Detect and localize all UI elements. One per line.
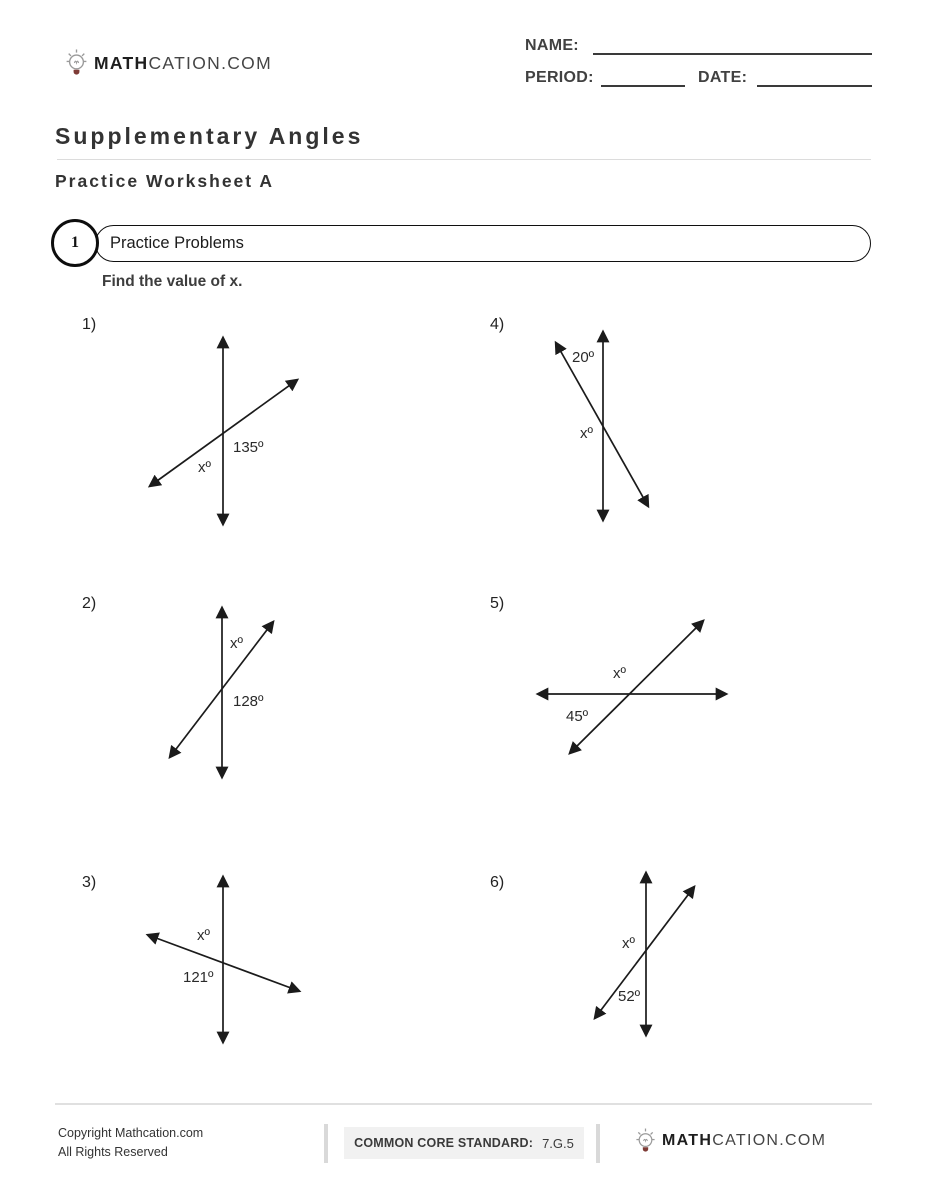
- problem-3-unknown-angle: xº: [197, 927, 210, 944]
- problem-2-unknown-angle: xº: [230, 635, 243, 652]
- copyright-line-1: Copyright Mathcation.com: [58, 1126, 204, 1140]
- period-input-line[interactable]: [601, 85, 685, 87]
- logo-text: [662, 1132, 826, 1150]
- mathcation-logo: [64, 48, 272, 78]
- footer-mathcation-logo: [634, 1127, 826, 1155]
- problem-5-transversal-line: [570, 621, 703, 753]
- problem-5-known-angle: 45º: [566, 708, 589, 725]
- instruction-text: Find the value of x.: [102, 273, 243, 290]
- problem-4-number: 4): [490, 316, 505, 333]
- section-number: 1: [71, 234, 79, 251]
- problem-1-unknown-angle: xº: [198, 459, 211, 476]
- footer-vertical-divider-right: [596, 1124, 600, 1163]
- problem-3-number: 3): [82, 874, 97, 891]
- problem-1-known-angle: 135º: [233, 439, 264, 456]
- problem-6-unknown-angle: xº: [622, 935, 635, 952]
- lightbulb-icon: [634, 1127, 657, 1155]
- copyright-text: [58, 1124, 203, 1163]
- problem-6-number: 6): [490, 874, 505, 891]
- problem-1-diagram: [130, 325, 320, 537]
- standard-value: 7.G.5: [542, 1135, 574, 1151]
- copyright-line-2: All Rights Reserved: [58, 1145, 168, 1160]
- page-title: Supplementary Angles: [55, 123, 364, 149]
- date-label: DATE:: [698, 69, 748, 86]
- logo-text-bold: MATH: [662, 1132, 713, 1149]
- logo-text-rest: CATION.COM: [148, 52, 272, 73]
- problem-3-known-angle: 121º: [183, 969, 214, 986]
- problem-5-unknown-angle: xº: [613, 665, 626, 682]
- period-label: PERIOD:: [525, 69, 594, 86]
- problem-4-diagram: [540, 325, 670, 525]
- problem-4-known-angle: 20º: [572, 349, 595, 366]
- section-title: Practice Problems: [110, 234, 244, 252]
- problem-1-number: 1): [82, 316, 97, 333]
- problem-4-transversal-line: [556, 343, 648, 506]
- problem-6-known-angle: 52º: [618, 988, 641, 1005]
- standard-label: COMMON CORE STANDARD:: [354, 1136, 534, 1150]
- problem-2-known-angle: 128º: [233, 693, 264, 710]
- name-label: NAME:: [525, 37, 579, 54]
- page-subtitle: Practice Worksheet A: [55, 171, 274, 191]
- title-divider: [57, 159, 871, 160]
- logo-text-bold: MATH: [94, 52, 149, 73]
- problem-2-number: 2): [82, 595, 97, 612]
- footer-divider: [55, 1103, 872, 1105]
- logo-text: [94, 53, 272, 74]
- problem-5-number: 5): [490, 595, 505, 612]
- footer-vertical-divider-left: [324, 1124, 328, 1163]
- name-input-line[interactable]: [593, 53, 872, 55]
- problem-6-diagram: [585, 868, 705, 1040]
- logo-text-rest: CATION.COM: [712, 1132, 827, 1149]
- date-input-line[interactable]: [757, 85, 872, 87]
- lightbulb-icon: [64, 48, 89, 78]
- problem-2-diagram: [150, 600, 290, 785]
- problem-6-transversal-line: [595, 887, 694, 1018]
- problem-3-diagram: [135, 870, 310, 1050]
- problem-4-unknown-angle: xº: [580, 425, 593, 442]
- common-core-standard-badge: [344, 1127, 584, 1159]
- section-number-badge: [51, 219, 99, 267]
- problem-5-diagram: [530, 610, 735, 765]
